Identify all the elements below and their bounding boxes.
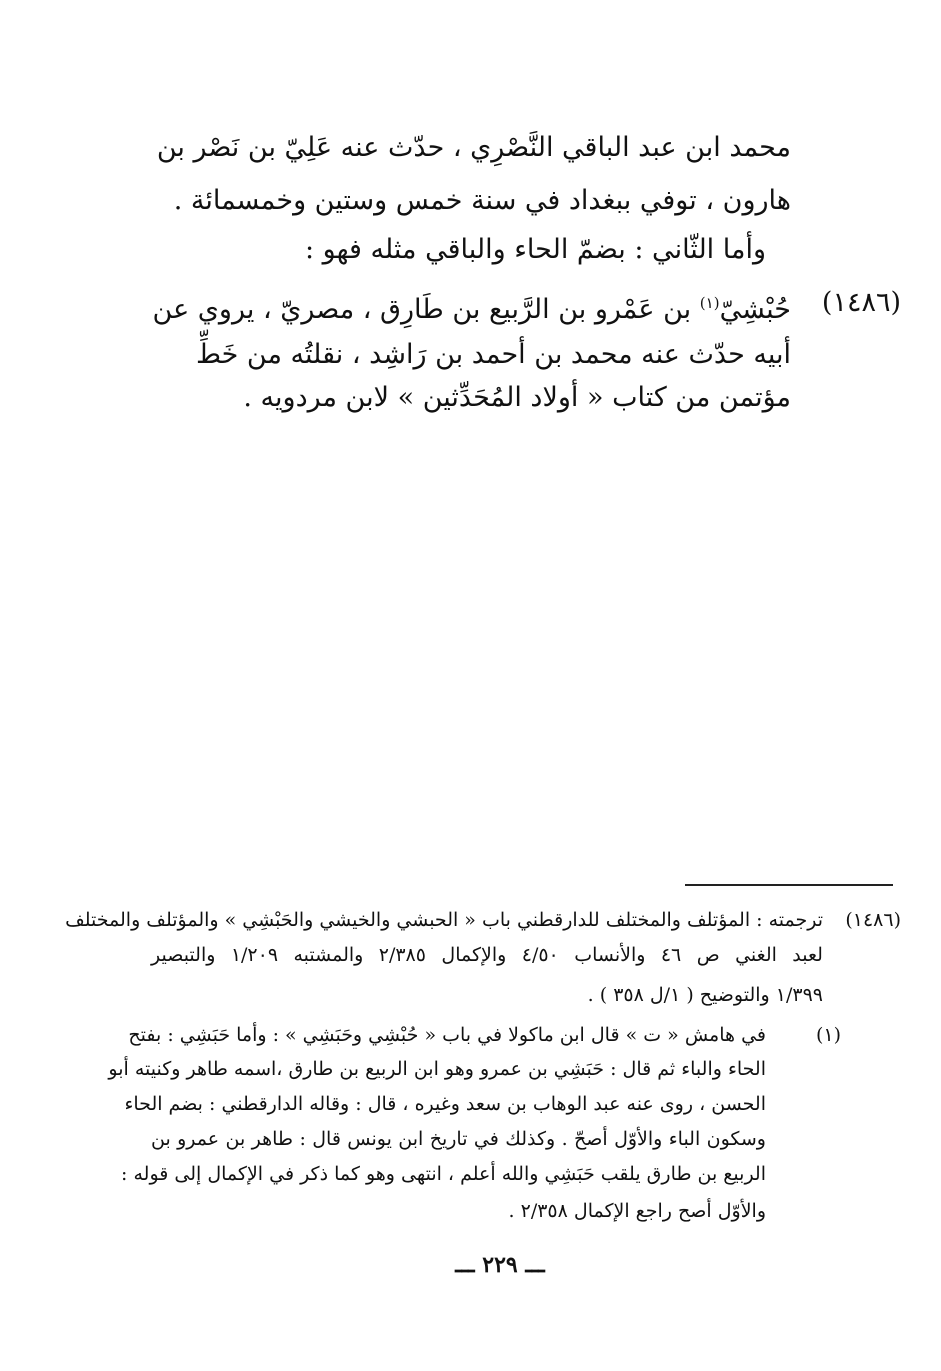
footnote-1-line-5: الربيع بن طارق يلقب حَبَشِي والله أعلم ، انتهى وهو كما ذكر في الإكمال إلى قوله :: [121, 1163, 766, 1185]
entry-line-1-rest: بن عَمْرو بن الرَّبيع بن طَارِق ، مصريّ ، يروي عن: [152, 294, 692, 325]
entry-headword: حُبْشِيّ: [719, 294, 791, 325]
footnote-1486-line-3: ١/٣٩٩ والتوضيح ( ١/ل ٣٥٨ ) .: [587, 984, 823, 1006]
footnote-1-line-1: في هامش « ت » قال ابن ماكولا في باب « حُبْشِي وحَبَشِي » : وأما حَبَشِي : بفتح: [128, 1024, 766, 1046]
entry-line-2: أبيه حدّث عنه محمد بن أحمد بن رَاشِد ، نقلتُه من خَطِّ: [196, 339, 791, 370]
entry-number: (١٤٨٦): [821, 287, 901, 318]
footnote-1-line-2: الحاء والباء ثم قال : حَبَشِي بن عمرو وهو ابن الربيع بن طارق ،اسمه طاهر وكنيته أبو: [108, 1058, 766, 1080]
footnote-1486-number: (١٤٨٦): [845, 909, 901, 931]
footnote-1-number: (١): [815, 1024, 841, 1046]
footnote-mark: (١): [699, 294, 720, 312]
page-number: ـــ ٢٢٩ ـــ: [455, 1252, 545, 1278]
entry-line-3: مؤتمن من كتاب « أولاد المُحَدِّثين » لابن مردويه .: [243, 382, 791, 413]
entry-line-1: [152, 285, 791, 328]
body-line-1: محمد ابن عبد الباقي النَّصْرِي ، حدّث عنه عَلِيّ بن نَصْر بن: [156, 132, 791, 163]
footnote-1486-line-1: ترجمته : المؤتلف والمختلف للدارقطني باب « الحبشي والخيشي والحَبْشِي » والمؤتلف والمختلف: [65, 909, 823, 931]
footnote-1-line-6: والأوّل أصح راجع الإكمال ٢/٣٥٨ .: [508, 1200, 766, 1222]
footnote-1486-line-2: لعبد الغني ص ٤٦ والأنساب ٤/٥٠ والإكمال ٢/٣٨٥ والمشتبه ١/٢٠٩ والتبصير: [151, 944, 823, 966]
footnote-separator: [685, 884, 893, 886]
body-line-3: وأما الثّاني : بضمّ الحاء والباقي مثله فهو :: [304, 234, 766, 265]
footnote-1-line-4: وسكون الباء والأوّل أصحّ . وكذلك في تاريخ ابن يونس قال : طاهر بن عمرو بن: [151, 1128, 766, 1150]
footnote-1-line-3: الحسن ، روى عنه عبد الوهاب بن سعد وغيره ، قال : وقاله الدارقطني : بضم الحاء: [124, 1093, 766, 1115]
body-line-2: هارون ، توفي ببغداد في سنة خمس وستين وخمسمائة .: [173, 185, 791, 216]
